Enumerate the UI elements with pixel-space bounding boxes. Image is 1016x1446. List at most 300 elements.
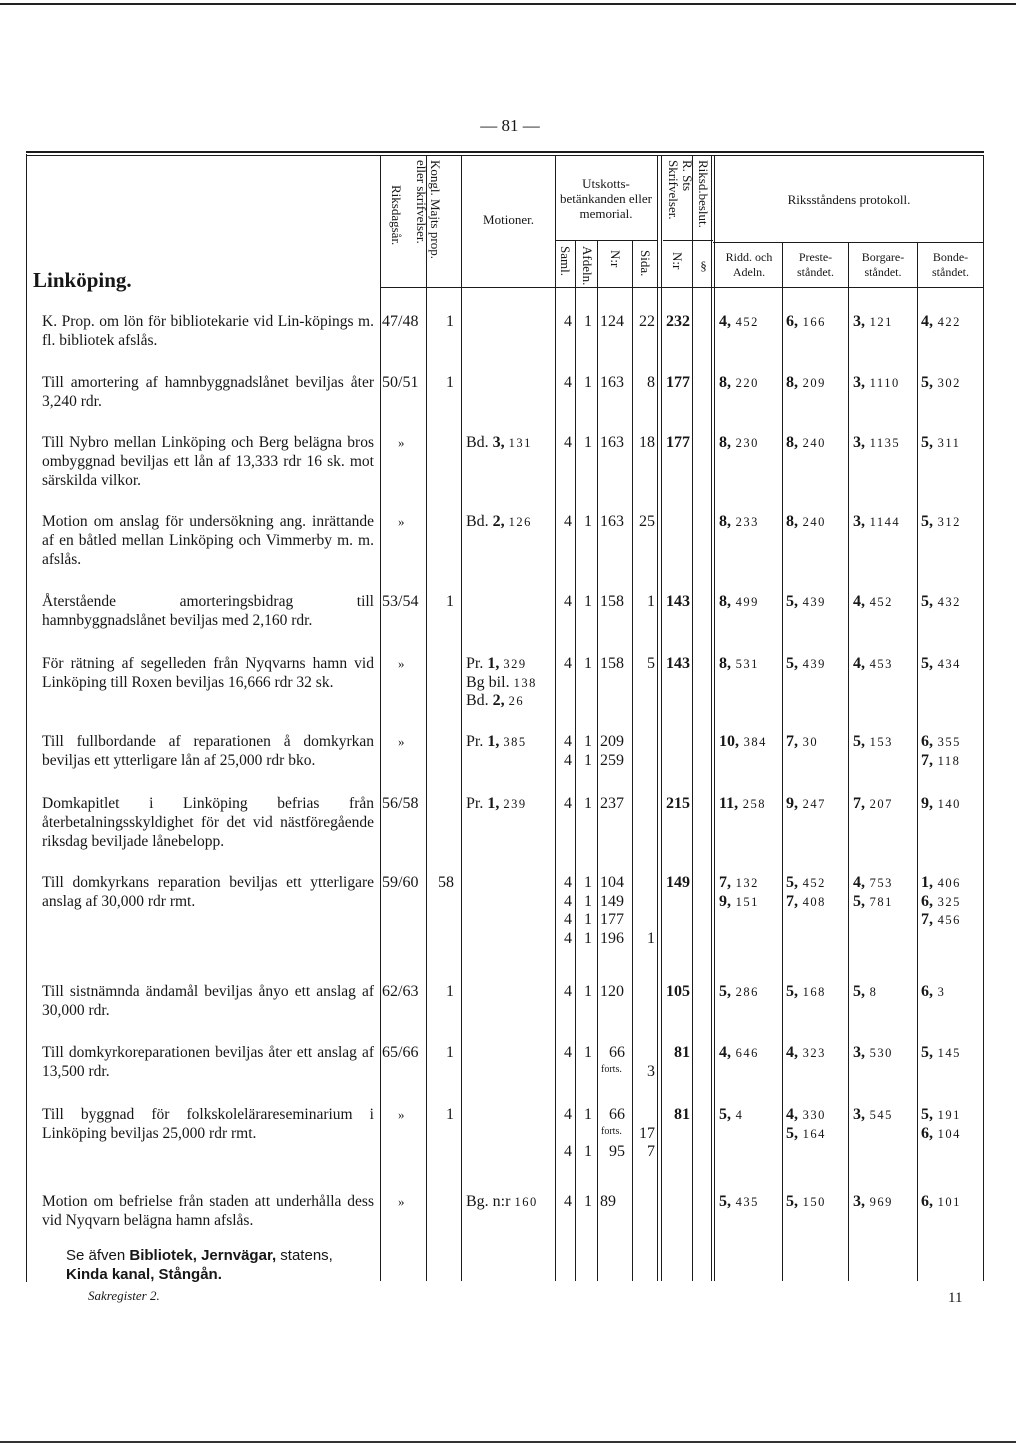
entry-kongl: 1 bbox=[446, 374, 454, 391]
entry-preste-page: 164 bbox=[798, 1126, 826, 1141]
entry-ridd-volume: 8, bbox=[719, 434, 731, 451]
entry-rsts-nr: 232 bbox=[666, 313, 690, 330]
entry-borgare-page: 207 bbox=[865, 797, 893, 811]
entry-borgare-volume: 4, bbox=[853, 655, 865, 672]
entry-preste bbox=[786, 373, 826, 393]
entry-borgare bbox=[853, 1192, 893, 1212]
entry-bonde-page: 118 bbox=[933, 753, 961, 768]
entry-afdeln: 1 bbox=[584, 374, 592, 391]
entry-ridd bbox=[719, 654, 759, 674]
entry-preste bbox=[786, 1043, 826, 1063]
entry-afdeln: 1 bbox=[584, 733, 592, 750]
entry-preste bbox=[786, 1105, 826, 1125]
entry-ridd bbox=[719, 373, 759, 393]
motion-kind: Pr. bbox=[466, 795, 488, 812]
entry-preste bbox=[786, 433, 826, 453]
entry-borgare-page: 153 bbox=[865, 735, 893, 749]
entry-bonde bbox=[921, 751, 960, 771]
col-rule bbox=[461, 155, 462, 1281]
entry-preste-page: 439 bbox=[798, 595, 826, 609]
entry-borgare-page: 1110 bbox=[865, 376, 900, 390]
motion-page: 126 bbox=[508, 515, 532, 529]
entry-ridd-volume: 8, bbox=[719, 655, 731, 672]
entry-ridd bbox=[719, 1043, 759, 1063]
table-top-rule-2 bbox=[26, 155, 984, 156]
entry-afdeln: 1 bbox=[584, 929, 592, 947]
entry-borgare bbox=[853, 433, 900, 453]
entry-ridd bbox=[719, 794, 766, 814]
entry-bonde-page: 311 bbox=[933, 436, 961, 450]
entry-preste-volume: 5, bbox=[786, 655, 798, 672]
entry-bonde-volume: 9, bbox=[921, 795, 933, 812]
entry-ridd-volume: 8, bbox=[719, 513, 731, 530]
motion-page: 131 bbox=[508, 436, 532, 450]
entry-ridd-page: 286 bbox=[731, 985, 759, 999]
entry-motion bbox=[466, 673, 537, 693]
motion-volume: 1, bbox=[487, 655, 504, 672]
entry-afdeln: 1 bbox=[584, 655, 592, 672]
entry-ridd bbox=[719, 1192, 759, 1212]
entry-preste-volume: 5, bbox=[786, 983, 798, 1000]
entry-kongl: 1 bbox=[446, 593, 454, 610]
entry-ridd-page: 233 bbox=[731, 515, 759, 529]
header-para: § bbox=[696, 258, 711, 273]
entry-description: Motion om anslag för undersökning ang. inrättande af en båtled mellan Linköping och Vimmerby m. m. afslås. bbox=[42, 513, 374, 568]
entry-bonde bbox=[921, 312, 961, 332]
motion-volume: 1, bbox=[487, 795, 504, 812]
header-sida: Sida. bbox=[638, 250, 653, 277]
entry-afdeln: 1 bbox=[584, 434, 592, 451]
entry-nr: 95 bbox=[609, 1143, 625, 1160]
entry-preste-page: 209 bbox=[798, 376, 826, 390]
entry-borgare bbox=[853, 654, 893, 674]
entry-nr: 124 bbox=[600, 313, 624, 330]
entry-preste-volume: 5, bbox=[786, 1124, 798, 1142]
entry-bonde-volume: 6, bbox=[921, 983, 933, 1000]
entry-preste bbox=[786, 1124, 826, 1144]
entry-borgare-page: 969 bbox=[865, 1195, 893, 1209]
entry-bonde bbox=[921, 732, 961, 752]
entry-description: Domkapitlet i Linköping befrias från återbetalningsskyldighet för det vid nästföregående riksdag beviljade lånebelopp. bbox=[42, 795, 374, 850]
entry-borgare-page: 1135 bbox=[865, 436, 901, 450]
entry-afdeln: 1 bbox=[584, 1143, 592, 1160]
entry-year: 56/58 bbox=[382, 795, 419, 812]
entry-borgare bbox=[853, 592, 893, 612]
motion-kind: Bd. bbox=[466, 513, 493, 530]
entry-afdeln: 1 bbox=[584, 983, 592, 1000]
entry-rsts-nr: 81 bbox=[674, 1044, 690, 1061]
entry-ridd-volume: 5, bbox=[719, 1106, 731, 1123]
entry-year: » bbox=[398, 1194, 405, 1209]
entry-nr: 177 bbox=[600, 911, 624, 928]
entry-afdeln: 1 bbox=[584, 892, 592, 910]
entry-ridd-page: 499 bbox=[731, 595, 759, 609]
motion-volume: bil. bbox=[488, 673, 514, 691]
entry-bonde bbox=[921, 982, 945, 1002]
entry-preste-page: 408 bbox=[798, 894, 826, 909]
entry-ridd-volume: 10, bbox=[719, 733, 739, 750]
entry-bonde bbox=[921, 373, 961, 393]
entry-bonde-volume: 5, bbox=[921, 593, 933, 610]
entry-afdeln: 1 bbox=[584, 795, 592, 812]
header-motioner: Motioner. bbox=[483, 212, 534, 227]
entry-year: » bbox=[398, 1107, 405, 1122]
entry-ridd-page: 4 bbox=[731, 1108, 744, 1122]
entry-kongl: 1 bbox=[446, 983, 454, 1000]
motion-kind: Pr. bbox=[466, 655, 488, 672]
entry-sida: 18 bbox=[639, 434, 655, 451]
entry-bonde bbox=[921, 1043, 961, 1063]
entry-borgare-page: 8 bbox=[865, 985, 878, 999]
entry-motion bbox=[466, 1192, 538, 1212]
entry-description: Till domkyrkoreparationen beviljas åter ett anslag af 13,500 rdr. bbox=[42, 1044, 374, 1080]
entry-ridd-volume: 5, bbox=[719, 1193, 731, 1210]
entry-preste bbox=[786, 982, 826, 1002]
entry-afdeln: 1 bbox=[584, 593, 592, 610]
see-also-link-1: Bibliotek, Jernvägar, bbox=[129, 1247, 277, 1264]
footer-right: 11 bbox=[948, 1290, 963, 1306]
entry-description: För rätning af segelleden från Nyqvarns hamn vid Linköping till Roxen beviljas 16,666 rdr 32 sk. bbox=[42, 655, 374, 691]
entry-description: Till sistnämnda ändamål beviljas ånyo ett anslag af 30,000 rdr. bbox=[42, 983, 374, 1019]
entry-kongl: 1 bbox=[446, 313, 454, 330]
entry-preste-volume: 5, bbox=[786, 874, 798, 891]
entry-preste bbox=[786, 312, 826, 332]
entry-nr: 149 bbox=[600, 892, 624, 910]
header-saml: Saml. bbox=[558, 246, 573, 276]
entry-ridd-page: 384 bbox=[739, 735, 767, 749]
motion-page: 329 bbox=[503, 657, 527, 671]
entry-nr: 163 bbox=[600, 434, 624, 451]
entry-bonde bbox=[921, 433, 960, 453]
entry-year: » bbox=[398, 514, 405, 529]
entry-bonde-page: 101 bbox=[933, 1195, 961, 1209]
col-rule bbox=[711, 155, 712, 1281]
entry-preste-page: 168 bbox=[798, 985, 826, 999]
entry-bonde bbox=[921, 1124, 961, 1144]
entry-rsts-nr: 81 bbox=[674, 1106, 690, 1123]
col-rule bbox=[782, 242, 783, 1281]
entry-preste bbox=[786, 892, 826, 912]
entry-ridd-page: 646 bbox=[731, 1046, 759, 1060]
entry-description: Till amortering af hamnbyggnadslånet beviljas åter 3,240 rdr. bbox=[42, 374, 374, 410]
entry-bonde-page: 145 bbox=[933, 1046, 961, 1060]
motion-volume: 1, bbox=[487, 733, 504, 750]
header-rsts: R. Sts Skrifvelser. bbox=[666, 160, 695, 220]
see-also-link-2: Kinda kanal, Stångån. bbox=[66, 1266, 222, 1283]
entry-bonde-volume: 6, bbox=[921, 733, 933, 750]
entry-year: 62/63 bbox=[382, 983, 419, 1000]
entry-afdeln: 1 bbox=[584, 874, 592, 891]
entry-preste bbox=[786, 654, 826, 674]
entry-preste-volume: 7, bbox=[786, 892, 798, 910]
entry-saml: 4 bbox=[564, 1106, 572, 1123]
motion-volume: n:r bbox=[492, 1193, 515, 1210]
entry-rsts-nr: 215 bbox=[666, 795, 690, 812]
entry-ridd bbox=[719, 312, 759, 332]
entry-afdeln: 1 bbox=[584, 313, 592, 330]
entry-nr: 158 bbox=[600, 655, 624, 672]
entry-borgare bbox=[853, 873, 893, 893]
entry-bonde-page: 434 bbox=[933, 657, 961, 671]
entry-bonde-page: 406 bbox=[933, 876, 961, 890]
entry-nr: 163 bbox=[600, 513, 624, 530]
entry-ridd-volume: 9, bbox=[719, 892, 731, 910]
see-also bbox=[66, 1246, 374, 1284]
entry-ridd-page: 452 bbox=[731, 315, 759, 329]
entry-preste-volume: 4, bbox=[786, 1044, 798, 1061]
col-rule bbox=[983, 155, 984, 1281]
entry-description: Till Nybro mellan Linköping och Berg belägna bros ombyggnad beviljas ett lån af 13,333 rdr 16 sk. mot särskilda vilkor. bbox=[42, 434, 374, 489]
entry-saml: 4 bbox=[564, 593, 572, 610]
entry-bonde bbox=[921, 873, 961, 893]
entry-bonde-page: 191 bbox=[933, 1108, 961, 1122]
entry-bonde-volume: 5, bbox=[921, 374, 933, 391]
col-rule bbox=[380, 155, 381, 1281]
entry-preste-page: 166 bbox=[798, 315, 826, 329]
entry-preste bbox=[786, 1192, 826, 1212]
entry-sida: 1 bbox=[647, 929, 655, 947]
entry-preste-volume: 8, bbox=[786, 513, 798, 530]
entry-preste-volume: 8, bbox=[786, 374, 798, 391]
entry-ridd-volume: 4, bbox=[719, 1044, 731, 1061]
motion-page: 138 bbox=[513, 675, 537, 690]
entry-nr: 89 bbox=[600, 1193, 616, 1210]
header-borgare: Borgare-ståndet. bbox=[861, 250, 905, 279]
entry-bonde-page: 325 bbox=[933, 894, 961, 909]
entry-sida: 5 bbox=[647, 655, 655, 672]
entry-ridd bbox=[719, 1105, 743, 1125]
entry-saml: 4 bbox=[564, 655, 572, 672]
entry-saml: 4 bbox=[564, 374, 572, 391]
entry-ridd-volume: 5, bbox=[719, 983, 731, 1000]
entry-preste bbox=[786, 732, 818, 752]
entry-year: 59/60 bbox=[382, 874, 419, 891]
entry-ridd-volume: 8, bbox=[719, 593, 731, 610]
entry-borgare bbox=[853, 1043, 893, 1063]
entry-bonde-volume: 5, bbox=[921, 1106, 933, 1123]
entry-borgare-volume: 3, bbox=[853, 434, 865, 451]
entry-preste-volume: 7, bbox=[786, 733, 798, 750]
header-riksdagsar: Riksdagsår. bbox=[389, 185, 404, 246]
entry-nr: 163 bbox=[600, 374, 624, 391]
entry-sida: 1 bbox=[647, 593, 655, 610]
motion-kind: Bg bbox=[466, 673, 489, 691]
entry-bonde bbox=[921, 910, 961, 930]
entry-ridd-page: 220 bbox=[731, 376, 759, 390]
motion-kind: Bg. bbox=[466, 1193, 493, 1210]
entry-preste-page: 247 bbox=[798, 797, 826, 811]
entry-sida: 17 bbox=[639, 1124, 655, 1142]
entry-bonde bbox=[921, 654, 961, 674]
entry-bonde-page: 432 bbox=[933, 595, 961, 609]
table-top-rule bbox=[26, 151, 984, 153]
entry-year: » bbox=[398, 656, 405, 671]
entry-preste bbox=[786, 512, 826, 532]
bottom-border bbox=[0, 1441, 1016, 1443]
entry-ridd bbox=[719, 512, 759, 532]
entry-sida: 3 bbox=[647, 1062, 655, 1080]
entry-motion bbox=[466, 732, 527, 752]
entry-bonde-page: 104 bbox=[933, 1126, 961, 1141]
entry-bonde-volume: 6, bbox=[921, 892, 933, 910]
entry-preste-volume: 5, bbox=[786, 593, 798, 610]
entry-borgare bbox=[853, 732, 893, 752]
entry-afdeln: 1 bbox=[584, 1044, 592, 1061]
entry-rsts-nr: 143 bbox=[666, 655, 690, 672]
entry-preste-page: 452 bbox=[798, 876, 826, 890]
entry-borgare-volume: 3, bbox=[853, 313, 865, 330]
col-rule bbox=[692, 155, 693, 1281]
entry-motion bbox=[466, 654, 527, 674]
entry-bonde bbox=[921, 512, 961, 532]
entry-borgare-page: 530 bbox=[865, 1046, 893, 1060]
entry-ridd-page: 230 bbox=[731, 436, 759, 450]
entry-saml: 4 bbox=[564, 733, 572, 750]
entry-motion bbox=[466, 512, 532, 532]
entry-nr: 158 bbox=[600, 593, 624, 610]
entry-sida: 8 bbox=[647, 374, 655, 391]
entry-bonde bbox=[921, 592, 961, 612]
entry-ridd-page: 132 bbox=[731, 876, 759, 890]
entry-sida: 7 bbox=[647, 1143, 655, 1160]
entry-description: Återstående amorteringsbidrag till hamnbyggnadslånet beviljas med 2,160 rdr. bbox=[42, 593, 374, 629]
entry-rsts-nr: 143 bbox=[666, 593, 690, 610]
motion-volume: 2, bbox=[492, 692, 509, 709]
entry-sida: 22 bbox=[639, 313, 655, 330]
entry-borgare-page: 545 bbox=[865, 1108, 893, 1122]
entry-borgare bbox=[853, 982, 877, 1002]
entry-preste-page: 323 bbox=[798, 1046, 826, 1060]
entry-year: » bbox=[398, 435, 405, 450]
entry-kongl: 1 bbox=[446, 1106, 454, 1123]
entry-motion bbox=[466, 433, 532, 453]
entry-borgare bbox=[853, 312, 893, 332]
entry-borgare-volume: 7, bbox=[853, 795, 865, 812]
motion-page: 239 bbox=[503, 797, 527, 811]
entry-ridd bbox=[719, 982, 759, 1002]
entry-preste-volume: 4, bbox=[786, 1106, 798, 1123]
entry-borgare-volume: 3, bbox=[853, 513, 865, 530]
motion-volume: 2, bbox=[492, 513, 509, 530]
header-kongl: Kongl. Majts prop. eller skrifvelser. bbox=[414, 160, 443, 259]
motion-page: 385 bbox=[503, 735, 527, 749]
entry-preste-page: 330 bbox=[798, 1108, 826, 1122]
entry-afdeln: 1 bbox=[584, 1106, 592, 1123]
entry-rsts-nr: 149 bbox=[666, 874, 690, 891]
entry-motion bbox=[466, 691, 524, 711]
entry-bonde bbox=[921, 1105, 961, 1125]
entry-saml: 4 bbox=[564, 1143, 572, 1160]
entry-preste bbox=[786, 592, 826, 612]
entry-preste-page: 240 bbox=[798, 515, 826, 529]
col-rule bbox=[848, 242, 849, 1281]
entry-rsts-nr: 177 bbox=[666, 374, 690, 391]
header-riksd-beslut: Riksd.beslut. bbox=[696, 160, 711, 228]
entry-saml: 4 bbox=[564, 892, 572, 910]
entry-bonde-volume: 1, bbox=[921, 874, 933, 891]
entry-borgare-page: 452 bbox=[865, 595, 893, 609]
entry-preste-volume: 6, bbox=[786, 313, 798, 330]
entry-preste bbox=[786, 794, 826, 814]
entry-ridd bbox=[719, 732, 767, 752]
entry-ridd-page: 531 bbox=[731, 657, 759, 671]
see-also-prefix: Se äfven bbox=[66, 1247, 126, 1264]
entry-saml: 4 bbox=[564, 1193, 572, 1210]
entry-ridd-page: 435 bbox=[731, 1195, 759, 1209]
entry-borgare-volume: 5, bbox=[853, 892, 865, 910]
entry-kongl: 1 bbox=[446, 1044, 454, 1061]
header-bottom-rule bbox=[380, 287, 984, 288]
header-protokoll: Riksståndens protokoll. bbox=[787, 192, 911, 207]
entry-saml: 4 bbox=[564, 911, 572, 928]
entry-description: K. Prop. om lön för bibliotekarie vid Lin-köpings m. fl. bibliotek afslås. bbox=[42, 313, 374, 349]
entry-saml: 4 bbox=[564, 983, 572, 1000]
motion-kind: Pr. bbox=[466, 733, 488, 750]
rsts-sub-rule bbox=[663, 240, 713, 241]
entry-nr: 209 bbox=[600, 733, 624, 750]
entry-kongl: 58 bbox=[438, 874, 454, 891]
entry-bonde-volume: 5, bbox=[921, 434, 933, 451]
entry-borgare-page: 1144 bbox=[865, 515, 901, 529]
entry-borgare-volume: 3, bbox=[853, 1044, 865, 1061]
entry-preste-page: 240 bbox=[798, 436, 826, 450]
col-rule bbox=[917, 242, 918, 1281]
motion-volume: 3, bbox=[492, 434, 509, 451]
entry-borgare-volume: 5, bbox=[853, 983, 865, 1000]
entry-nr: 259 bbox=[600, 751, 624, 769]
header-preste: Preste-ståndet. bbox=[797, 250, 834, 279]
entry-nr: 104 bbox=[600, 874, 624, 891]
entry-borgare bbox=[853, 512, 900, 532]
entry-borgare-volume: 4, bbox=[853, 874, 865, 891]
entry-ridd bbox=[719, 592, 759, 612]
entry-bonde-volume: 5, bbox=[921, 655, 933, 672]
entry-saml: 4 bbox=[564, 874, 572, 891]
header-rsts-nr: N:r bbox=[670, 252, 685, 270]
entry-ridd bbox=[719, 892, 759, 912]
header-utskott: Utskotts-betänkanden eller memorial. bbox=[559, 176, 653, 221]
entry-ridd-volume: 8, bbox=[719, 374, 731, 391]
top-border bbox=[0, 3, 1016, 5]
entry-nr: 66 bbox=[609, 1044, 625, 1061]
entry-bonde-page: 422 bbox=[933, 315, 961, 329]
entry-borgare-page: 121 bbox=[865, 315, 893, 329]
entry-preste-page: 30 bbox=[798, 735, 819, 749]
entry-saml: 4 bbox=[564, 434, 572, 451]
entry-borgare-volume: 3, bbox=[853, 1193, 865, 1210]
entry-ridd bbox=[719, 433, 759, 453]
entry-bonde bbox=[921, 892, 961, 912]
entry-motion bbox=[466, 794, 527, 814]
motion-page: 26 bbox=[508, 694, 525, 708]
footer-left: Sakregister 2. bbox=[88, 1288, 160, 1303]
entry-bonde-page: 302 bbox=[933, 376, 961, 390]
entry-preste-page: 439 bbox=[798, 657, 826, 671]
entry-nr-note: forts. bbox=[601, 1064, 622, 1075]
entry-borgare-page: 453 bbox=[865, 657, 893, 671]
entry-description: Till byggnad för folkskolelärareseminarium i Linköping beviljas 25,000 rdr rmt. bbox=[42, 1106, 374, 1142]
entry-saml: 4 bbox=[564, 795, 572, 812]
entry-nr: 196 bbox=[600, 929, 624, 947]
motion-kind: Bd. bbox=[466, 692, 493, 709]
entry-bonde bbox=[921, 794, 961, 814]
entry-afdeln: 1 bbox=[584, 1193, 592, 1210]
entry-saml: 4 bbox=[564, 929, 572, 947]
entry-year: 47/48 bbox=[382, 313, 419, 330]
entry-bonde-volume: 5, bbox=[921, 1044, 933, 1061]
entry-borgare-volume: 4, bbox=[853, 593, 865, 610]
entry-bonde-volume: 7, bbox=[921, 751, 933, 769]
